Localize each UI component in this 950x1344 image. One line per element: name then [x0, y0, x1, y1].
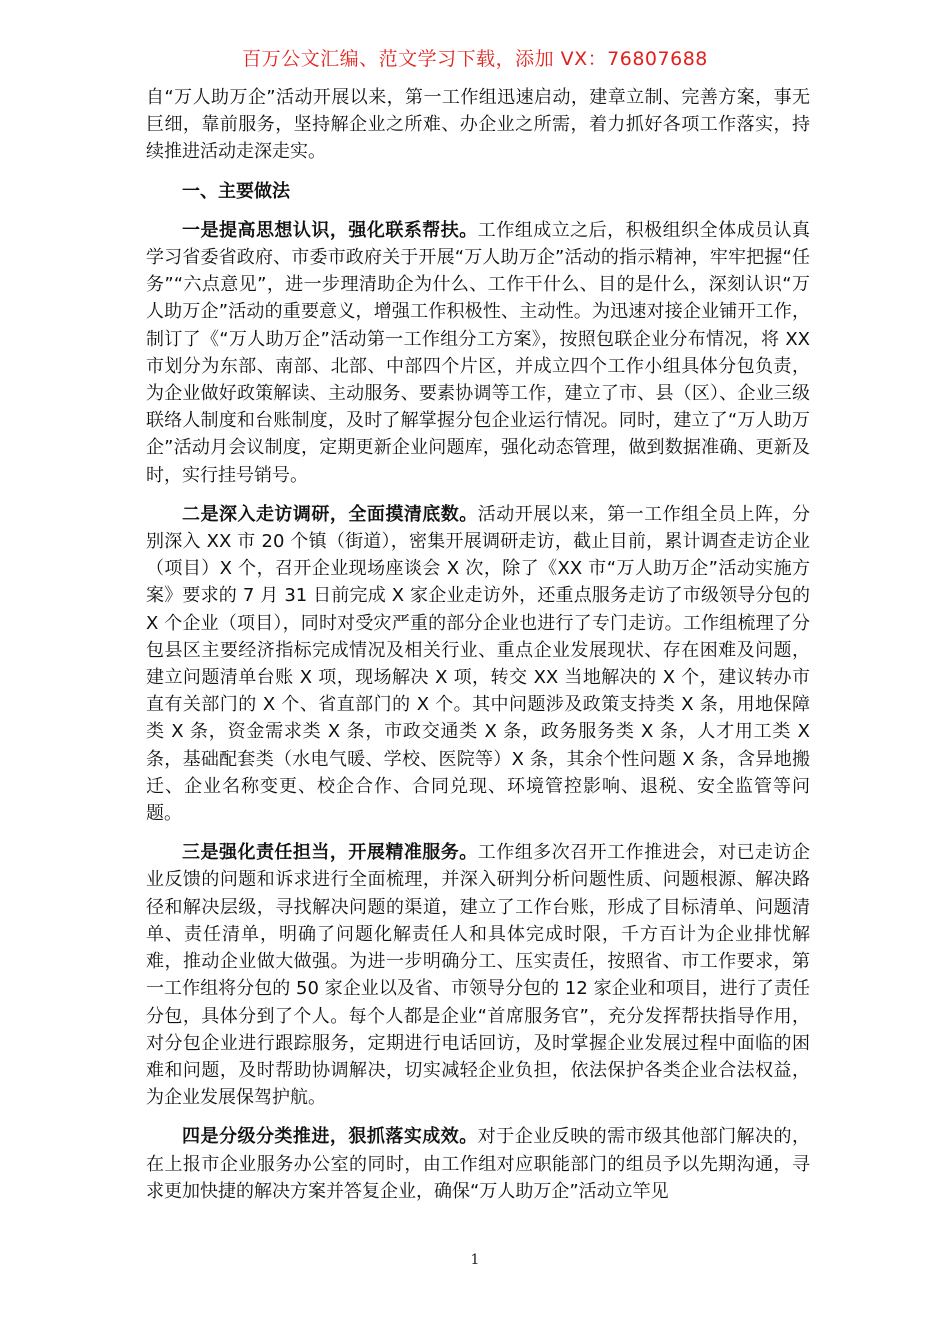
- paragraph-3-body: 工作组多次召开工作推进会，对已走访企业反馈的问题和诉求进行全面梳理，并深入研判分析问题性质、问题根源、解决路径和解决层级，寻找解决问题的渠道，建立了工作台账，形成了目标清单、问题清单、责任清单，明确了问题化解责任人和具体完成时限，千方百计为企业排忧解难，推动企业做大做强。为进一步明确分工、压实责任，按照省、市工作要求，第一工作组将分包的 50 家企业以及省、市领导分包的 12 家企业和项目，进行了责任分包，具体分到了个人。每个人都是企业“首席服务官”，充分发挥帮扶指导作用，对分包企业进行跟踪服务，定期进行电话回访，及时掌握企业发展过程中面临的困难和问题，及时帮助协调解决，切实减轻企业负担，依法保护各类企业合法权益，为企业发展保驾护航。: [146, 842, 811, 1109]
- paragraph-4: [146, 1123, 810, 1205]
- paragraph-1: [146, 217, 810, 489]
- paragraph-1-lead: 一是提高思想认识，强化联系帮扶。: [182, 219, 478, 241]
- paragraph-4-lead: 四是分级分类推进，狠抓落实成效。: [182, 1126, 478, 1148]
- intro-paragraph: 自“万人助万企”活动开展以来，第一工作组迅速启动，建章立制、完善方案，事无巨细，靠前服务，坚持解企业之所难、办企业之所需，着力抓好各项工作落实，持续推进活动走深走实。: [146, 87, 810, 163]
- paragraph-2-lead: 二是深入走访调研，全面摸清底数。: [182, 503, 478, 525]
- paragraph-2-body: 活动开展以来，第一工作组全员上阵，分别深入 XX 市 20 个镇（街道），密集开展调研走访，截止目前，累计调查走访企业（项目）X 个，召开企业现场座谈会 X 次，除了《XX 市“万人助万企”活动实施方案》要求的 7 月 31 日前完成 X 家企业走访外，还重点服务走访了市级领导分包的 X 个企业（项目），同时对受灾严重的部分企业也进行了专门走访。工作组梳理了分包县区主要经济指标完成情况及相关行业、重点企业发展现状、存在困难及问题，建立问题清单台账 X 项，现场解决 X 项，转交 XX 当地解决的 X 个，建议转办市直有关部门的 X 个、省直部门的 X 个。其中问题涉及政策支持类 X 条，用地保障类 X 条，资金需求类 X 条，市政交通类 X 条，政务服务类 X 条，人才用工类 X 条，基础配套类（水电气暖、学校、医院等）X 条，其余个性问题 X 条，含异地搬迁、企业名称变更、校企合作、合同兑现、环境管控影响、退税、安全监管等问题。: [146, 503, 811, 825]
- paragraph-3-lead: 三是强化责任担当，开展精准服务。: [182, 842, 478, 864]
- paragraph-4-body: 对于企业反映的需市级其他部门解决的，在上报市企业服务办公室的同时，由工作组对应职能部门的组员予以先期沟通，寻求更加快捷的解决方案并答复企业，确保“万人助万企”活动立竿见: [146, 1126, 811, 1202]
- paragraph-1-body: 工作组成立之后，积极组织全体成员认真学习省委省政府、市委市政府关于开展“万人助万企”活动的指示精神，牢牢把握“任务”“六点意见”，进一步理清助企为什么、工作干什么、目的是什么，深刻认识“万人助万企”活动的重要意义，增强工作积极性、主动性。为迅速对接企业铺开工作，制订了《“万人助万企”活动第一工作组分工方案》，按照包联企业分布情况，将 XX 市划分为东部、南部、北部、中部四个片区，并成立四个工作小组具体分包负责，为企业做好政策解读、主动服务、要素协调等工作，建立了市、县（区）、企业三级联络人制度和台账制度，及时了解掌握分包企业运行情况。同时，建立了“万人助万企”活动月会议制度，定期更新企业问题库，强化动态管理，做到数据准确、更新及时，实行挂号销号。: [146, 219, 811, 486]
- section-heading: 一、主要做法: [182, 180, 290, 202]
- page-number: 1: [470, 1252, 480, 1268]
- document-body: [146, 84, 810, 1217]
- promo-banner: 百万公文汇编、范文学习下载，添加 VX：76807688: [242, 48, 708, 70]
- paragraph-2: [146, 501, 810, 827]
- paragraph-3: [146, 839, 810, 1111]
